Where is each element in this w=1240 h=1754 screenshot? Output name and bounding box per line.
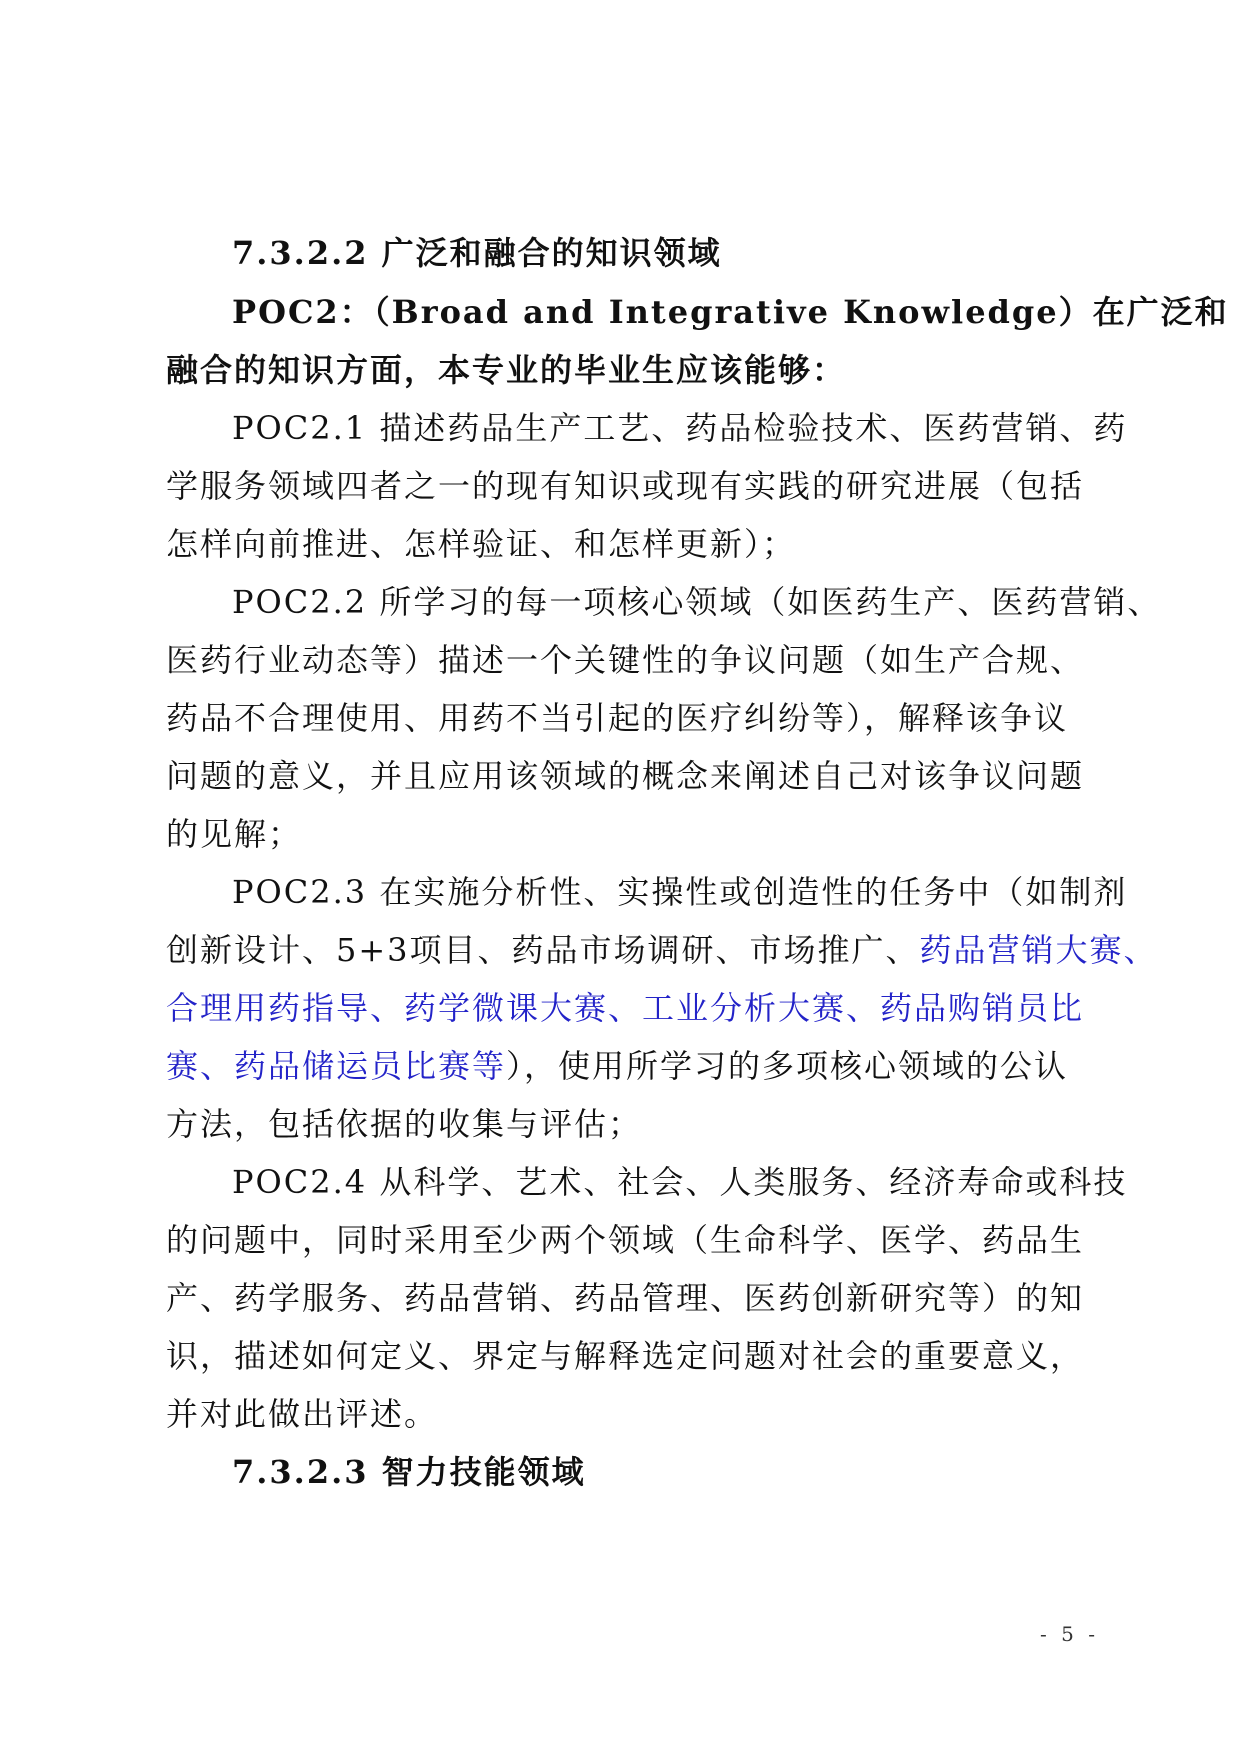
poc21-line-3: 怎样向前推进、怎样验证、和怎样更新）； bbox=[166, 525, 797, 563]
poc24-line-3: 产、药学服务、药品营销、药品管理、医药创新研究等）的知 bbox=[166, 1279, 1085, 1317]
section-heading-7322: 7.3.2.2 广泛和融合的知识领域 bbox=[232, 234, 722, 272]
poc24-line-2: 的问题中，同时采用至少两个领域（生命科学、医学、药品生 bbox=[166, 1221, 1085, 1259]
poc23-line-5: 方法，包括依据的收集与评估； bbox=[166, 1105, 643, 1143]
poc24-line-4: 识，描述如何定义、界定与解释选定问题对社会的重要意义， bbox=[166, 1337, 1085, 1375]
poc21-line-2: 学服务领域四者之一的现有知识或现有实践的研究进展（包括 bbox=[166, 467, 1085, 505]
page-number: - 5 - bbox=[1040, 1622, 1099, 1646]
poc2-line-1: POC2：（Broad and Integrative Knowledge）在广泛和 bbox=[232, 293, 1229, 331]
poc22-line-4: 问题的意义，并且应用该领域的概念来阐述自己对该争议问题 bbox=[166, 757, 1085, 795]
poc22-line-5: 的见解； bbox=[166, 815, 303, 853]
poc23-line-4 bbox=[166, 1046, 1068, 1086]
poc22-line-3: 药品不合理使用、用药不当引起的医疗纠纷等），解释该争议 bbox=[166, 699, 1069, 737]
poc23-line-3: 合理用药指导、药学微课大赛、工业分析大赛、药品购销员比 bbox=[166, 989, 1085, 1027]
poc21-line-1: POC2.1 描述药品生产工艺、药品检验技术、医药营销、药 bbox=[232, 409, 1128, 447]
poc23-line-2-text: 创新设计、5+3项目、药品市场调研、市场推广、 bbox=[166, 931, 920, 969]
poc23-line-4-text: ），使用所学习的多项核心领域的公认 bbox=[506, 1047, 1069, 1085]
poc23-line-2 bbox=[166, 930, 1158, 970]
poc23-line-1: POC2.3 在实施分析性、实操性或创造性的任务中（如制剂 bbox=[232, 873, 1128, 911]
poc22-line-1: POC2.2 所学习的每一项核心领域（如医药生产、医药营销、 bbox=[232, 583, 1162, 621]
poc22-line-2: 医药行业动态等）描述一个关键性的争议问题（如生产合规、 bbox=[166, 641, 1085, 679]
section-heading-7323: 7.3.2.3 智力技能领域 bbox=[232, 1453, 586, 1491]
poc24-line-5: 并对此做出评述。 bbox=[166, 1395, 439, 1433]
poc2-line-2: 融合的知识方面，本专业的毕业生应该能够： bbox=[166, 351, 847, 389]
poc24-line-1: POC2.4 从科学、艺术、社会、人类服务、经济寿命或科技 bbox=[232, 1163, 1128, 1201]
poc23-highlight-text: 赛、药品储运员比赛等 bbox=[166, 1047, 507, 1085]
poc23-highlight-text: 药品营销大赛、 bbox=[919, 931, 1158, 969]
